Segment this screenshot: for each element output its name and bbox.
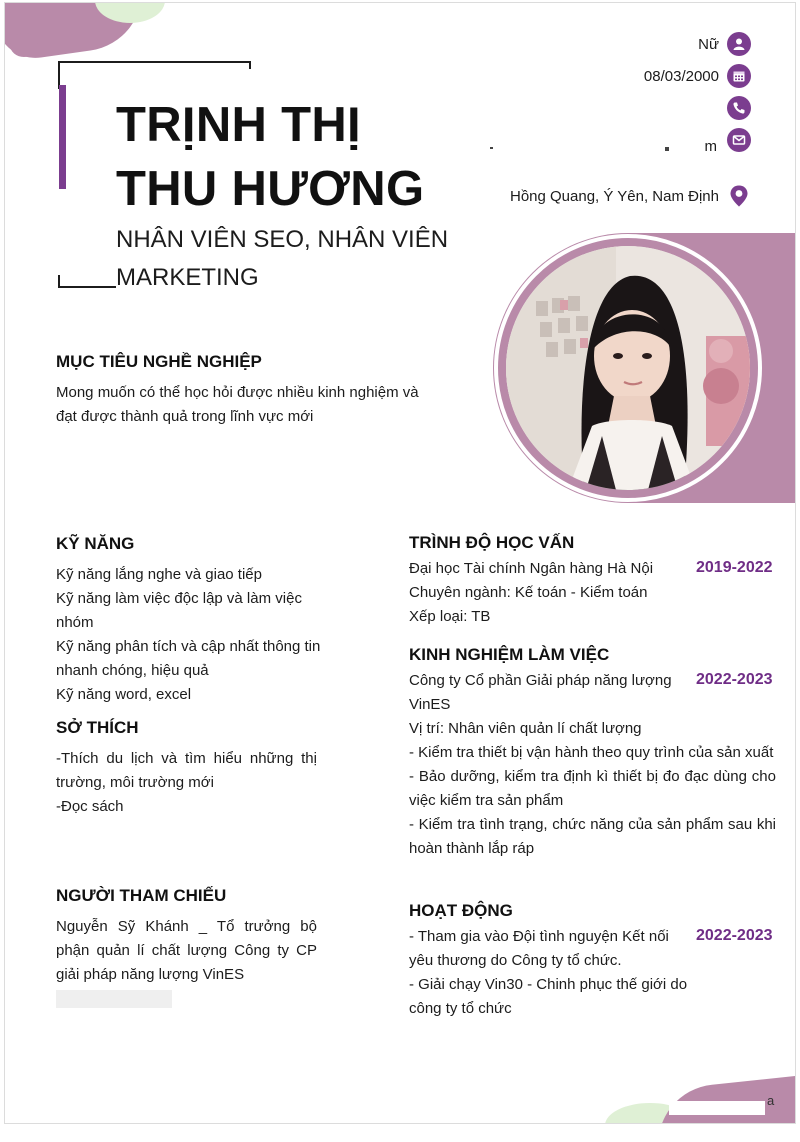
footer-fragment: a [767,1093,775,1108]
email-value: m [704,138,717,155]
decor-blob [652,1075,796,1124]
name-line: TRỊNH THỊ [116,98,361,152]
skill-item: Kỹ năng lắng nghe và giao tiếp [56,566,262,583]
phone-icon [727,96,751,120]
name-accent-bar [59,85,66,189]
candidate-name [116,93,476,221]
mail-icon [727,128,751,152]
contact-dob [644,64,751,88]
activity-item: - Giải chạy Vin30 - Chinh phục thế giới do công ty tổ chức [409,976,688,1017]
location-pin-icon [727,184,751,208]
hobbies-heading: SỞ THÍCH [56,718,139,737]
address-value: Hồng Quang, Ý Yên, Nam Định [509,187,719,205]
activity-item: - Tham gia vào Đội tình nguyện Kết nối yêu thương do Công ty tổ chức. [409,928,669,969]
name-frame-line [249,61,251,69]
calendar-icon [727,64,751,88]
skills-heading: KỸ NĂNG [56,534,135,553]
name-frame-line [58,275,60,288]
skills-list [56,563,321,707]
experience-heading: KINH NGHIỆM LÀM VIỆC [409,645,610,664]
gender-value: Nữ [698,35,719,53]
experience-year: 2022-2023 [696,671,773,688]
objective-text [56,381,476,429]
contact-phone [719,96,751,120]
decor-blob [669,1101,765,1115]
activities-year: 2022-2023 [696,927,773,944]
experience-duty: - Kiểm tra thiết bị vận hành theo quy trình của sản xuất [409,744,774,761]
education-details [409,557,684,629]
email-text-fragment [665,147,669,151]
education-year: 2019-2022 [696,559,773,576]
user-icon [727,32,751,56]
activities-heading: HOẠT ĐỘNG [409,901,513,920]
experience-details [409,717,776,861]
experience-duty: - Bảo dưỡng, kiểm tra định kì thiết bị đo đạc dùng cho việc kiểm tra sản phẩm [409,768,776,809]
name-frame-line [58,286,116,288]
profile-photo [506,246,750,490]
activities-list [409,925,691,1021]
skill-item: Kỹ năng làm việc độc lập và làm việc nhóm [56,590,302,631]
major: Chuyên ngành: Kế toán - Kiểm toán [409,584,648,601]
contact-gender [698,32,751,56]
experience-company: Công ty Cổ phần Giải pháp năng lượng VinES [409,672,672,713]
name-line: THU HƯƠNG [116,162,425,216]
job-title-line: NHÂN VIÊN SEO, NHÂN VIÊN [116,226,449,253]
skill-item: Kỹ năng phân tích và cập nhất thông tin nhanh chóng, hiệu quả [56,638,321,679]
objective-heading: MỤC TIÊU NGHỀ NGHIỆP [56,352,262,371]
reference-text: Nguyễn Sỹ Khánh _ Tổ trưởng bộ phận quản lí chất lượng Công ty CP giải pháp năng lượng VinES [56,918,317,983]
education-heading: TRÌNH ĐỘ HỌC VẤN [409,533,575,552]
contact-email [719,128,751,152]
name-frame-line [58,61,251,63]
grade: Xếp loại: TB [409,608,491,625]
hobby-item: -Thích du lịch và tìm hiểu những thị trường, môi trường mới [56,750,317,791]
hobby-item: -Đọc sách [56,798,124,815]
contact-address [510,184,751,208]
resume-page [4,2,796,1124]
experience-duty: - Kiểm tra tình trạng, chức năng của sản phẩm sau khi hoàn thành lắp ráp [409,816,776,857]
objective-line: Mong muốn có thể học hỏi được nhiều kinh nghiệm và [56,384,419,401]
job-title-line: MARKETING [116,264,259,291]
reference-heading: NGƯỜI THAM CHIẾU [56,886,227,905]
redacted-block [56,990,172,1008]
skill-item: Kỹ năng word, excel [56,686,192,703]
experience-role: Vị trí: Nhân viên quản lí chất lượng [409,720,642,737]
job-title [116,221,476,297]
hobbies-list [56,747,317,819]
school-name: Đại học Tài chính Ngân hàng Hà Nội [409,560,654,577]
decor-blob [10,33,38,57]
dob-value: 08/03/2000 [643,67,719,85]
email-text-fragment [490,147,493,149]
objective-line: đạt được thành quả trong lĩnh vực mới [56,408,314,425]
